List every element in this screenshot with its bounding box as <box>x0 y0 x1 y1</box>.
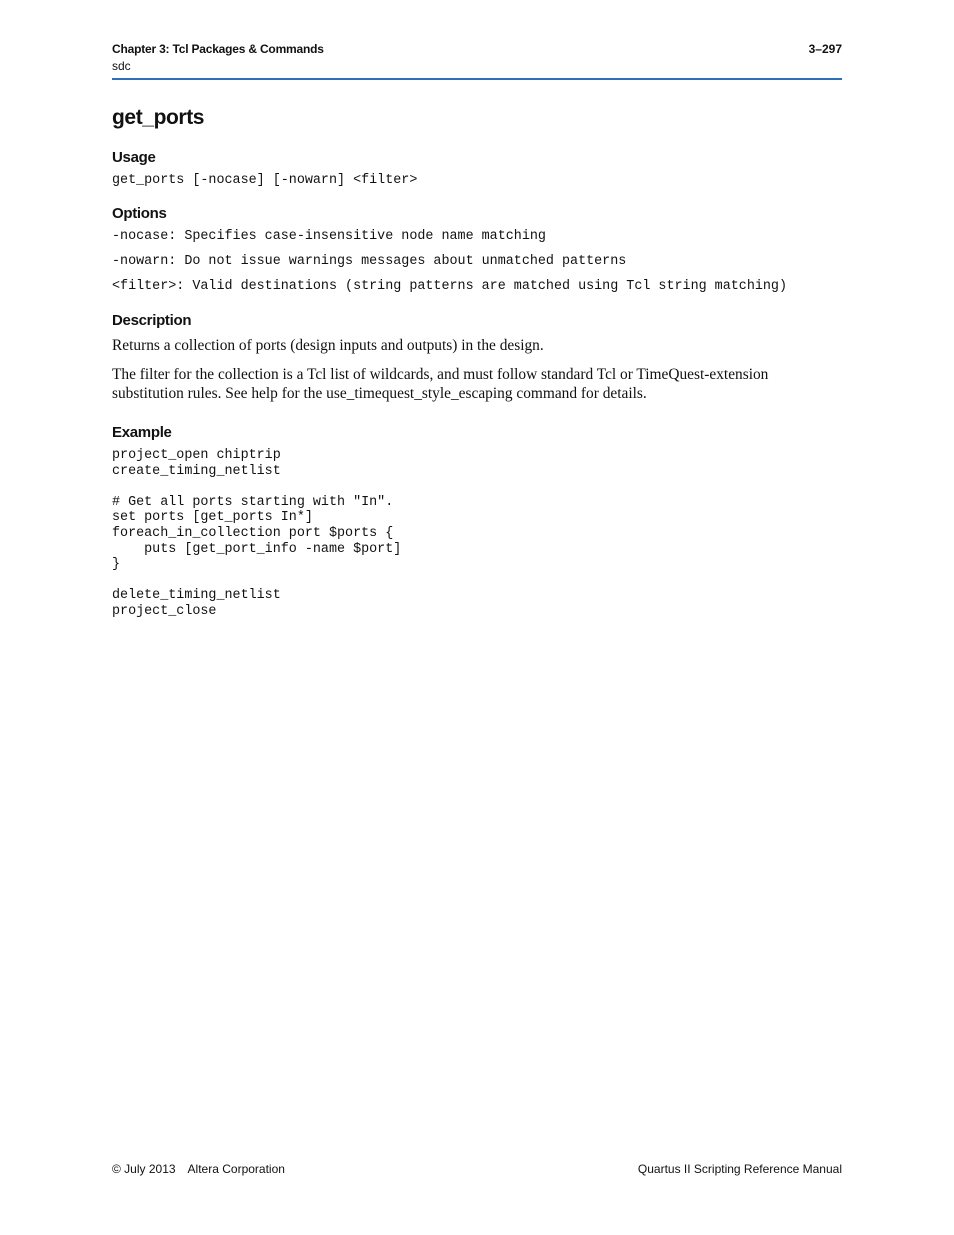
usage-heading: Usage <box>112 149 156 166</box>
code-line <box>112 479 842 495</box>
code-line: } <box>112 557 121 573</box>
example-code-block <box>112 448 842 620</box>
code-line: create_timing_netlist <box>112 463 281 479</box>
footer-copyright <box>112 1162 285 1176</box>
option-nowarn: -nowarn: Do not issue warnings messages about unmatched patterns <box>112 254 627 269</box>
code-line: project_close <box>112 603 217 619</box>
example-heading: Example <box>112 424 172 441</box>
description-paragraph: Returns a collection of ports (design inputs and outputs) in the design. <box>112 337 544 354</box>
main-content <box>112 104 842 620</box>
footer-manual-title: Quartus II Scripting Reference Manual <box>637 1162 842 1176</box>
usage-code: get_ports [-nocase] [-nowarn] <filter> <box>112 173 418 188</box>
usage-section <box>112 148 842 189</box>
code-line: delete_timing_netlist <box>112 588 281 604</box>
chapter-title: Chapter 3: Tcl Packages & Commands <box>112 42 324 56</box>
code-line: # Get all ports starting with "In". <box>112 494 394 510</box>
example-section <box>112 423 842 620</box>
description-section <box>112 311 842 403</box>
page-header <box>112 42 842 80</box>
code-line: project_open chiptrip <box>112 448 281 463</box>
options-section <box>112 204 842 295</box>
code-line: foreach_in_collection port $ports { <box>112 525 394 541</box>
option-filter: <filter>: Valid destinations (string patterns are matched using Tcl string matching) <box>112 279 787 294</box>
footer-date: © July 2013 <box>112 1162 176 1176</box>
code-line: set ports [get_ports In*] <box>112 510 313 526</box>
code-line <box>112 573 842 589</box>
section-name: sdc <box>112 59 131 73</box>
description-heading: Description <box>112 312 192 329</box>
option-nocase: -nocase: Specifies case-insensitive node name matching <box>112 229 546 244</box>
description-paragraph: The filter for the collection is a Tcl list of wildcards, and must follow standard Tcl or TimeQuest-extension substitution rules. See help for the use_timequest_style_escaping command for details. <box>112 366 769 402</box>
options-heading: Options <box>112 205 167 222</box>
code-line: puts [get_port_info -name $port] <box>112 541 402 557</box>
footer-company: Altera Corporation <box>187 1162 285 1176</box>
page-number: 3–297 <box>808 42 842 56</box>
page-title: get_ports <box>112 106 205 129</box>
page-footer <box>112 1162 842 1178</box>
